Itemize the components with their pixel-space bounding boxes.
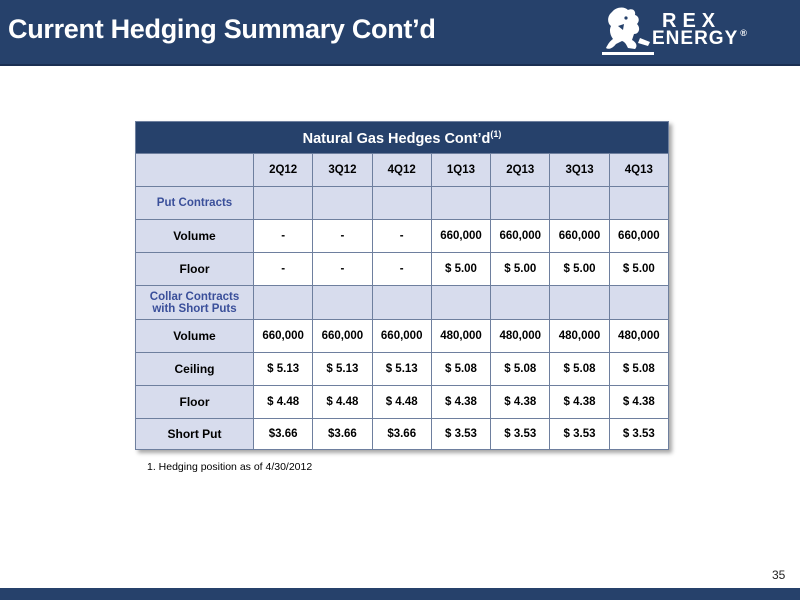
table-cell: $ 5.13: [372, 353, 431, 386]
footer-bar: [0, 588, 800, 600]
table-cell: -: [372, 220, 431, 253]
table-cell: 660,000: [609, 220, 668, 253]
table-row: [136, 220, 669, 253]
table-cell: $ 3.53: [550, 419, 609, 450]
table-cell: $ 5.13: [254, 353, 313, 386]
table-cell: $ 5.08: [609, 353, 668, 386]
table-cell: 660,000: [431, 220, 490, 253]
section-filler: [491, 286, 550, 320]
page-number: 35: [772, 568, 786, 582]
table-cell: $3.66: [372, 419, 431, 450]
table-cell: 480,000: [491, 320, 550, 353]
row-label: Floor: [136, 253, 254, 286]
table-cell: -: [254, 220, 313, 253]
row-label: Volume: [136, 220, 254, 253]
row-label: Ceiling: [136, 353, 254, 386]
logo-registered-mark: ®: [740, 28, 748, 38]
section-filler: [491, 187, 550, 220]
column-header: 1Q13: [431, 154, 490, 187]
column-header: 2Q13: [491, 154, 550, 187]
table-cell: $ 5.08: [550, 353, 609, 386]
section-filler: [254, 187, 313, 220]
table-cell: $ 5.00: [609, 253, 668, 286]
table-cell: -: [372, 253, 431, 286]
table-cell: $ 5.00: [431, 253, 490, 286]
table-cell: $ 4.48: [313, 386, 372, 419]
table-cell: $ 4.38: [550, 386, 609, 419]
table-cell: 660,000: [550, 220, 609, 253]
table-cell: $ 5.13: [313, 353, 372, 386]
section-row-collar-contracts: [136, 286, 669, 320]
section-label: [136, 286, 254, 320]
section-label: Put Contracts: [136, 187, 254, 220]
section-filler: [372, 286, 431, 320]
section-filler: [550, 286, 609, 320]
table-cell: 480,000: [550, 320, 609, 353]
section-filler: [550, 187, 609, 220]
page-title: Current Hedging Summary Cont’d: [8, 14, 436, 44]
table-row: [136, 386, 669, 419]
table-cell: $ 4.38: [609, 386, 668, 419]
column-header-empty: [136, 154, 254, 187]
table-row: [136, 320, 669, 353]
table-cell: 480,000: [609, 320, 668, 353]
table-cell: 660,000: [491, 220, 550, 253]
table-cell: -: [313, 253, 372, 286]
section-filler: [254, 286, 313, 320]
section-filler: [609, 187, 668, 220]
section-filler: [372, 187, 431, 220]
table-cell: $ 5.00: [491, 253, 550, 286]
table-title-footnote-ref: (1): [490, 128, 502, 139]
table-cell: $ 3.53: [431, 419, 490, 450]
logo-rex-text: REX: [662, 10, 722, 32]
section-filler: [313, 286, 372, 320]
table-cell: $ 4.38: [491, 386, 550, 419]
section-row-put-contracts: [136, 187, 669, 220]
table-cell: $ 3.53: [609, 419, 668, 450]
table-row: [136, 419, 669, 450]
column-header-row: [136, 154, 669, 187]
table-cell: 660,000: [313, 320, 372, 353]
table-title-text: Natural Gas Hedges Cont’d: [302, 130, 491, 147]
header-bar: [0, 0, 800, 66]
table-cell: $ 5.08: [431, 353, 490, 386]
table-cell: 480,000: [431, 320, 490, 353]
column-header: 4Q12: [372, 154, 431, 187]
section-filler: [431, 187, 490, 220]
table-cell: -: [254, 253, 313, 286]
section-filler: [313, 187, 372, 220]
table-row: [136, 253, 669, 286]
table-title: [136, 122, 669, 154]
table-cell: $3.66: [313, 419, 372, 450]
table-cell: $3.66: [254, 419, 313, 450]
row-label: Short Put: [136, 419, 254, 450]
section-filler: [609, 286, 668, 320]
table-cell: $ 4.48: [254, 386, 313, 419]
table-cell: $ 5.08: [491, 353, 550, 386]
table-cell: 660,000: [254, 320, 313, 353]
row-label: Floor: [136, 386, 254, 419]
section-label-line1: Collar Contracts: [149, 290, 240, 303]
column-header: 3Q13: [550, 154, 609, 187]
logo-energy-text: [652, 28, 748, 50]
table-cell: $ 5.00: [550, 253, 609, 286]
table-row: [136, 353, 669, 386]
logo-energy-word: ENERGY: [652, 28, 739, 49]
table-cell: -: [313, 220, 372, 253]
table-cell: $ 3.53: [491, 419, 550, 450]
natural-gas-hedges-table: [135, 121, 669, 450]
footnote: 1. Hedging position as of 4/30/2012: [147, 461, 313, 473]
company-logo: [598, 4, 798, 62]
column-header: 3Q12: [313, 154, 372, 187]
table-cell: 660,000: [372, 320, 431, 353]
bucking-horse-logo-icon: [598, 4, 658, 62]
section-filler: [431, 286, 490, 320]
column-header: 4Q13: [609, 154, 668, 187]
section-label-line2: with Short Puts: [152, 302, 237, 315]
table-cell: $ 4.48: [372, 386, 431, 419]
row-label: Volume: [136, 320, 254, 353]
column-header: 2Q12: [254, 154, 313, 187]
table-cell: $ 4.38: [431, 386, 490, 419]
